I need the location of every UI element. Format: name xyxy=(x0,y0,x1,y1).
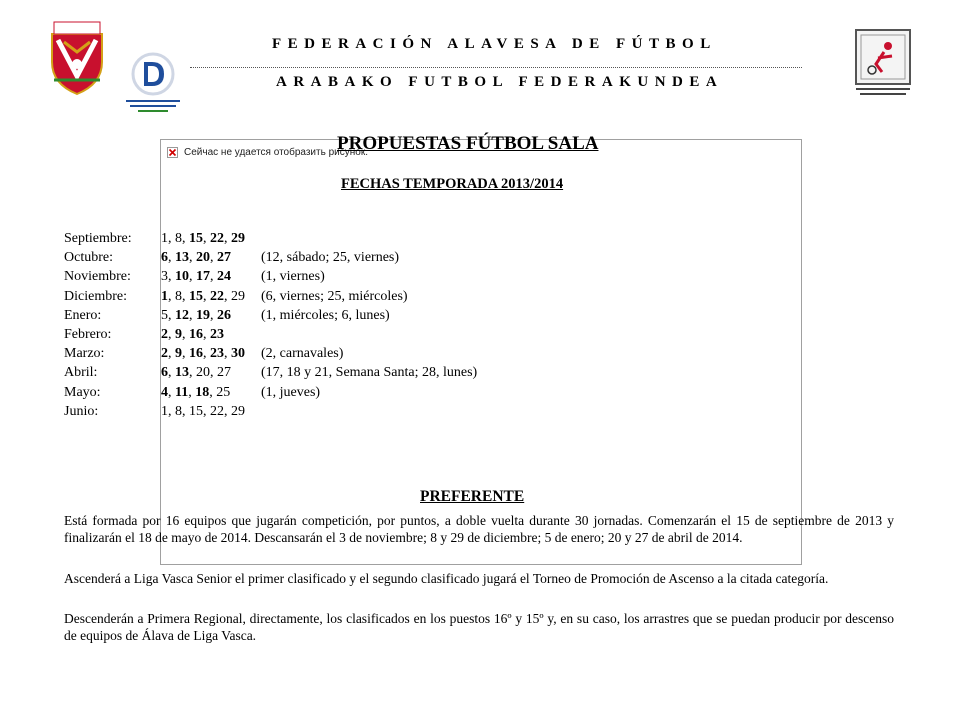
calendar-date-bold: 29 xyxy=(231,231,245,246)
calendar-date: 1, 8, 15, 22, 29 xyxy=(161,403,245,419)
calendar-date: 5, xyxy=(161,307,175,323)
calendar-match-dates xyxy=(161,346,245,362)
calendar-month-label: Enero: xyxy=(64,307,102,323)
calendar-match-dates xyxy=(161,250,231,266)
calendar-date-bold: 23 xyxy=(210,346,224,362)
calendar-date-bold: 6 xyxy=(161,250,168,266)
section-heading-preferente: PREFERENTE xyxy=(420,488,525,505)
calendar-date: , xyxy=(182,327,189,342)
calendar-date: , xyxy=(210,250,217,266)
calendar-date: , xyxy=(203,288,210,304)
header-dotted-divider xyxy=(190,58,802,68)
calendar-date-bold: 19 xyxy=(196,307,210,323)
calendar-date-bold: 16 xyxy=(189,346,203,362)
calendar-date-bold: 26 xyxy=(217,307,231,323)
calendar-date-bold: 10 xyxy=(175,269,189,285)
calendar-date: , xyxy=(168,365,175,381)
calendar-note: (1, viernes) xyxy=(261,269,325,285)
calendar-date: , 25 xyxy=(209,384,231,400)
calendar-date-bold: 9 xyxy=(175,327,182,342)
calendar-match-dates xyxy=(161,365,231,381)
calendar-month-label: Mayo: xyxy=(64,384,101,400)
calendar-date-bold: 16 xyxy=(189,327,203,342)
calendar-date: , xyxy=(203,346,210,362)
calendar-month-label: Junio: xyxy=(64,403,99,419)
calendar-date-bold: 15 xyxy=(189,231,203,246)
calendar-date: , xyxy=(168,346,175,362)
calendar-date: , xyxy=(182,346,189,362)
page-title: PROPUESTAS FÚTBOL SALA xyxy=(337,133,599,154)
broken-image-text: Сейчас не удается отобразить рисунок. xyxy=(184,147,368,159)
calendar-date: 3, xyxy=(161,269,175,285)
calendar-date-bold: 23 xyxy=(210,327,224,342)
calendar-date-bold: 12 xyxy=(175,307,189,323)
federation-shield-logo xyxy=(44,18,110,96)
calendar-date-bold: 24 xyxy=(217,269,231,285)
calendar-date-bold: 11 xyxy=(175,384,189,400)
calendar-date: , xyxy=(168,327,175,342)
calendar-month-label: Diciembre: xyxy=(64,288,127,304)
calendar-match-dates xyxy=(161,231,245,247)
calendar-date: , xyxy=(203,231,210,246)
calendar-date: , xyxy=(224,346,231,362)
season-subtitle: FECHAS TEMPORADA 2013/2014 xyxy=(341,176,564,192)
calendar-date-bold: 1 xyxy=(161,288,168,304)
calendar-date-bold: 30 xyxy=(231,346,245,362)
calendar-note: (6, viernes; 25, miércoles) xyxy=(261,288,408,304)
calendar-date-bold: 27 xyxy=(217,250,231,266)
calendar-month-label: Octubre: xyxy=(64,250,113,266)
calendar-date: , xyxy=(210,307,217,323)
header-federation-name-basque: ARABAKO FUTBOL FEDERAKUNDEA xyxy=(276,74,724,90)
calendar-date: , xyxy=(189,250,196,266)
calendar-month-label: Septiembre: xyxy=(64,231,132,246)
calendar-date-bold: 13 xyxy=(175,365,189,381)
calendar-date-bold: 6 xyxy=(161,365,168,381)
calendar-date: , xyxy=(168,250,175,266)
futsal-committee-logo xyxy=(852,28,914,98)
calendar-match-dates xyxy=(161,327,224,343)
calendar-date-bold: 22 xyxy=(210,288,224,304)
calendar-date-bold: 9 xyxy=(175,346,182,362)
calendar-date-bold: 15 xyxy=(189,288,203,304)
calendar-date-bold: 2 xyxy=(161,346,168,362)
calendar-date-bold: 17 xyxy=(196,269,210,285)
broken-image-icon xyxy=(167,147,178,158)
preferente-paragraph-format: Está formada por 16 equipos que jugarán competición, por puntos, a doble vuelta durante 30 jornadas. Comenzarán el 15 de septiembre de 2013 y finalizarán el 18 de mayo de 2014. Descansarán el 3 de noviembre; 8 y 29 de diciembre; 5 de enero; 20 y 27 de abril de 2014. xyxy=(64,513,894,545)
calendar-month-label: Marzo: xyxy=(64,346,105,362)
calendar-month-label: Noviembre: xyxy=(64,269,131,285)
calendar-match-dates xyxy=(161,385,230,401)
calendar-date-bold: 20 xyxy=(196,250,210,266)
calendar-match-dates xyxy=(161,404,245,420)
calendar-date-bold: 18 xyxy=(195,384,210,400)
calendar-date-bold: 4 xyxy=(161,384,168,400)
calendar-match-dates xyxy=(161,308,231,324)
calendar-note: (12, sábado; 25, viernes) xyxy=(261,250,400,266)
calendar-date: , xyxy=(224,231,231,246)
calendar-match-dates xyxy=(161,269,231,285)
calendar-match-dates xyxy=(161,289,245,305)
calendar-month-label: Febrero: xyxy=(64,327,112,342)
calendar-date: , 8, xyxy=(168,288,189,304)
calendar-note: (1, miércoles; 6, lunes) xyxy=(261,307,390,323)
calendar-date-bold: 22 xyxy=(210,231,224,246)
calendar-note: (17, 18 y 21, Semana Santa; 28, lunes) xyxy=(261,365,478,381)
calendar-note: (2, carnavales) xyxy=(261,346,344,362)
preferente-paragraph-promotion: Ascenderá a Liga Vasca Senior el primer clasificado y el segundo clasificado jugará el Torneo de Promoción de Ascenso a la citada categoría. xyxy=(64,571,829,586)
calendar-date-bold: 2 xyxy=(161,327,168,342)
calendar-date: , xyxy=(210,269,217,285)
header-federation-name: FEDERACIÓN ALAVESA DE FÚTBOL xyxy=(272,36,717,52)
calendar-date: , xyxy=(189,307,196,323)
calendar-date: , xyxy=(203,327,210,342)
calendar-date: , xyxy=(189,269,196,285)
calendar-date: , xyxy=(188,384,196,400)
calendar-date: , xyxy=(168,384,175,400)
calendar-date: , 29 xyxy=(224,288,245,304)
calendar-note: (1, jueves) xyxy=(261,384,321,400)
preferente-paragraph-relegation: Descenderán a Primera Regional, directamente, los clasificados en los puestos 16º y 15º y, en su caso, los arrastres que se puedan producir por descenso de equipos de Álava de Liga Vasca. xyxy=(64,611,894,643)
calendar-date-bold: 13 xyxy=(175,250,189,266)
calendar-date: 1, 8, xyxy=(161,231,189,246)
calendar-date: , 20, 27 xyxy=(189,365,231,381)
calendar-month-label: Abril: xyxy=(64,365,98,381)
excellence-badge-logo xyxy=(120,50,186,120)
